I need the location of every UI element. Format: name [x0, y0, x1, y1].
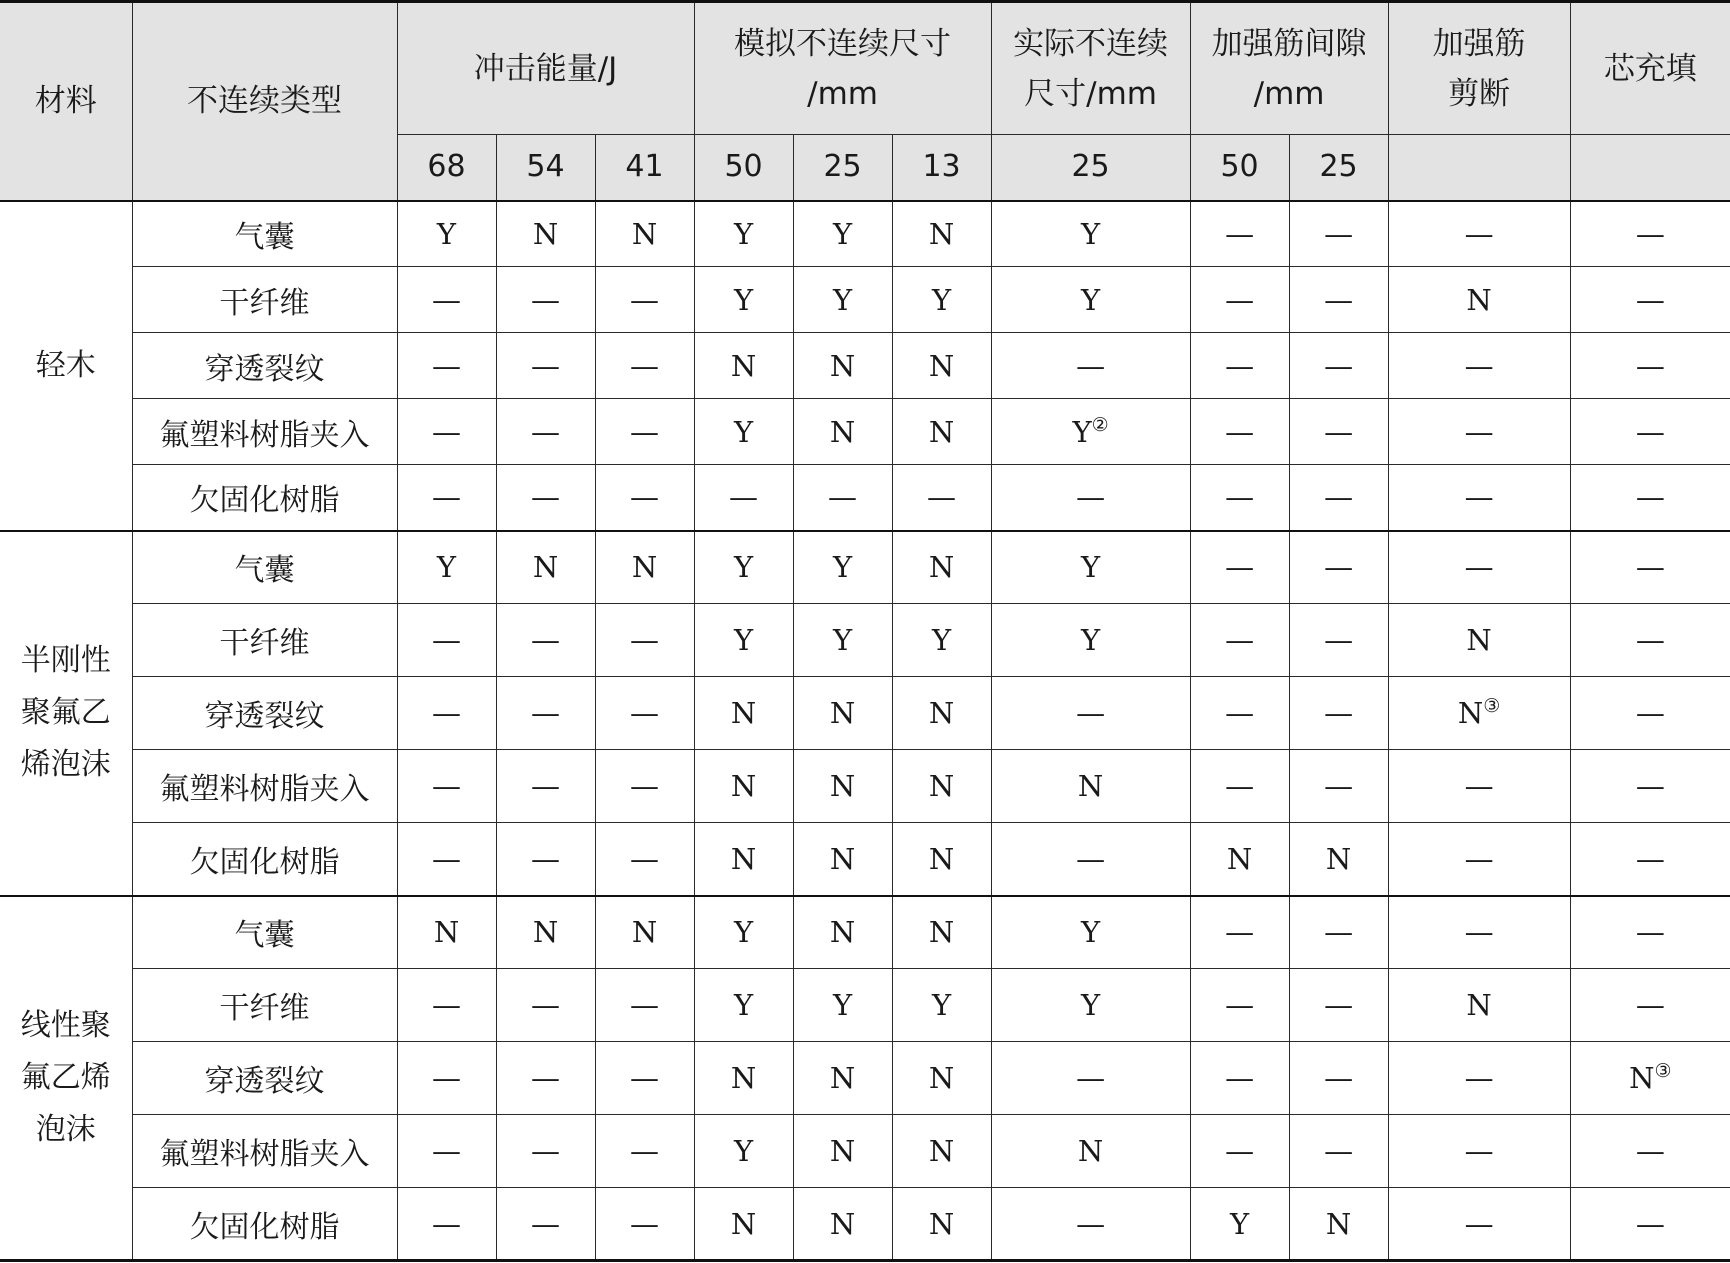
table-row [0, 531, 1730, 604]
value-cell: — [1190, 201, 1289, 267]
value-cell: — [892, 465, 991, 531]
table-row [0, 1115, 1730, 1188]
value-cell: — [397, 465, 496, 531]
table-row [0, 1042, 1730, 1115]
value-cell: — [1289, 604, 1388, 677]
table-row [0, 604, 1730, 677]
subheader-cell: 68 [397, 135, 496, 201]
value-cell: N [496, 896, 595, 969]
value-cell: — [991, 465, 1190, 531]
value-cell: N [892, 201, 991, 267]
value-cell: Y [793, 969, 892, 1042]
value-cell: — [1388, 465, 1570, 531]
value-cell: N [694, 333, 793, 399]
value-cell: Y [1190, 1188, 1289, 1261]
value-cell: — [1289, 531, 1388, 604]
value-cell: N③ [1388, 677, 1570, 750]
value-cell: N [793, 1188, 892, 1261]
header-rib-shear-label: 加强筋 剪断 [1432, 25, 1526, 112]
value-cell: — [1570, 750, 1730, 823]
subheader-cell: 13 [892, 135, 991, 201]
value-cell: — [595, 399, 694, 465]
value-cell: N [793, 333, 892, 399]
value-cell: Y [793, 531, 892, 604]
type-cell: 欠固化树脂 [132, 823, 397, 896]
value-cell: — [1388, 1188, 1570, 1261]
value-cell: N [1388, 604, 1570, 677]
value-cell: — [793, 465, 892, 531]
value-cell: — [1388, 823, 1570, 896]
table-row [0, 969, 1730, 1042]
value-cell: — [496, 1188, 595, 1261]
value-cell: N [892, 399, 991, 465]
value-cell: — [1289, 896, 1388, 969]
value-cell: — [1570, 823, 1730, 896]
value-cell: N [496, 531, 595, 604]
subheader-cell [1570, 135, 1730, 201]
value-cell: — [496, 969, 595, 1042]
value-cell: — [496, 267, 595, 333]
value-cell: N [793, 677, 892, 750]
value-cell: N [793, 1042, 892, 1115]
header-type [132, 2, 397, 201]
value-cell: N [595, 896, 694, 969]
value-cell: N [694, 677, 793, 750]
value-cell: — [595, 677, 694, 750]
subheader-cell: 25 [793, 135, 892, 201]
value-cell: Y [892, 267, 991, 333]
value-cell: N [694, 750, 793, 823]
value-cell: — [1190, 896, 1289, 969]
value-cell: Y [694, 399, 793, 465]
value-cell: N [793, 1115, 892, 1188]
value-cell: N [892, 750, 991, 823]
value-cell: Y [694, 201, 793, 267]
value-cell: — [496, 1042, 595, 1115]
value-cell: — [397, 750, 496, 823]
value-cell: — [991, 333, 1190, 399]
value-cell: — [496, 1115, 595, 1188]
value-cell: Y [793, 201, 892, 267]
header-rib-shear [1388, 2, 1570, 135]
value-cell: N [892, 1042, 991, 1115]
value-cell: — [1289, 750, 1388, 823]
value-cell: Y [991, 604, 1190, 677]
value-cell: — [1190, 399, 1289, 465]
value-cell: Y [991, 531, 1190, 604]
value-cell: N [892, 823, 991, 896]
value-cell: — [1388, 201, 1570, 267]
value-cell: — [991, 1188, 1190, 1261]
header-simulated-label: 模拟不连续尺寸 /mm [734, 25, 952, 112]
header-rib-gap [1190, 2, 1388, 135]
value-cell: — [1388, 1115, 1570, 1188]
value-cell: — [1289, 677, 1388, 750]
value-cell: — [694, 465, 793, 531]
value-cell: — [496, 823, 595, 896]
subheader-cell: 41 [595, 135, 694, 201]
table-row [0, 750, 1730, 823]
header-type-label: 不连续类型 [187, 83, 342, 120]
value-cell: — [595, 823, 694, 896]
header-material-label: 材料 [34, 83, 97, 120]
value-cell: — [1190, 267, 1289, 333]
header-core-fill [1570, 2, 1730, 135]
header-impact-label: 冲击能量/J [473, 50, 618, 87]
value-cell: — [397, 823, 496, 896]
header-material [0, 2, 132, 201]
value-cell: — [496, 604, 595, 677]
table-row [0, 1188, 1730, 1261]
type-cell: 氟塑料树脂夹入 [132, 750, 397, 823]
type-cell: 干纤维 [132, 267, 397, 333]
value-cell: — [1289, 969, 1388, 1042]
header-actual-label: 实际不连续 尺寸/mm [1013, 25, 1169, 112]
value-cell: N [397, 896, 496, 969]
group-linear-foam [0, 896, 1730, 1261]
type-cell: 干纤维 [132, 604, 397, 677]
value-cell: — [1570, 969, 1730, 1042]
value-cell: — [1388, 399, 1570, 465]
value-cell: — [1570, 531, 1730, 604]
subheader-cell: 54 [496, 135, 595, 201]
type-cell: 氟塑料树脂夹入 [132, 1115, 397, 1188]
value-cell: Y [397, 531, 496, 604]
value-cell: — [1570, 465, 1730, 531]
value-cell: N [1190, 823, 1289, 896]
value-cell: — [496, 333, 595, 399]
material-cell: 半刚性 聚氟乙 烯泡沫 [0, 531, 132, 896]
value-cell: — [397, 267, 496, 333]
value-cell: — [1190, 604, 1289, 677]
value-cell: — [1570, 399, 1730, 465]
value-cell: N [892, 1188, 991, 1261]
value-cell: — [595, 1042, 694, 1115]
value-cell: — [1289, 399, 1388, 465]
value-cell: — [496, 399, 595, 465]
value-cell: N③ [1570, 1042, 1730, 1115]
value-cell: Y [694, 969, 793, 1042]
value-cell: N [892, 531, 991, 604]
value-cell: — [595, 750, 694, 823]
value-cell: — [1570, 1188, 1730, 1261]
value-cell: — [1388, 896, 1570, 969]
value-cell: — [1570, 896, 1730, 969]
value-cell: — [1190, 677, 1289, 750]
type-cell: 穿透裂纹 [132, 677, 397, 750]
value-cell: Y [793, 267, 892, 333]
value-cell: — [595, 1115, 694, 1188]
value-cell: N [1289, 1188, 1388, 1261]
header-rib-gap-label: 加强筋间隙 /mm [1211, 25, 1367, 112]
value-cell: — [1289, 333, 1388, 399]
value-cell: — [397, 1042, 496, 1115]
value-cell: — [1190, 1042, 1289, 1115]
subheader-cell: 50 [1190, 135, 1289, 201]
group-semi-rigid-foam [0, 531, 1730, 896]
value-cell: — [1388, 531, 1570, 604]
value-cell: — [595, 333, 694, 399]
value-cell: Y [694, 604, 793, 677]
value-cell: Y [397, 201, 496, 267]
value-cell: — [1570, 604, 1730, 677]
value-cell: — [1190, 750, 1289, 823]
value-cell: — [1570, 201, 1730, 267]
subheader-cell [1388, 135, 1570, 201]
value-cell: Y [694, 531, 793, 604]
value-cell: — [397, 399, 496, 465]
subheader-cell: 25 [1289, 135, 1388, 201]
value-cell: N [694, 1042, 793, 1115]
type-cell: 气囊 [132, 531, 397, 604]
header-simulated [694, 2, 991, 135]
value-cell: — [595, 465, 694, 531]
material-cell: 轻木 [0, 201, 132, 531]
table-row [0, 823, 1730, 896]
value-cell: — [1388, 750, 1570, 823]
value-cell: Y [694, 896, 793, 969]
value-cell: — [595, 267, 694, 333]
value-cell: — [1289, 1042, 1388, 1115]
value-cell: N [496, 201, 595, 267]
value-cell: Y [694, 1115, 793, 1188]
value-cell: — [496, 750, 595, 823]
value-cell: — [595, 604, 694, 677]
value-cell: N [1388, 267, 1570, 333]
type-cell: 干纤维 [132, 969, 397, 1042]
material-cell: 线性聚 氟乙烯 泡沫 [0, 896, 132, 1261]
value-cell: N [694, 1188, 793, 1261]
value-cell: — [1190, 1115, 1289, 1188]
header-impact [397, 2, 694, 135]
value-cell: N [892, 1115, 991, 1188]
table-header [0, 2, 1730, 201]
value-cell: N [892, 333, 991, 399]
value-cell: N [793, 399, 892, 465]
value-cell: — [1570, 267, 1730, 333]
value-cell: Y② [991, 399, 1190, 465]
value-cell: — [1289, 201, 1388, 267]
value-cell: — [1570, 677, 1730, 750]
value-cell: — [397, 1188, 496, 1261]
subheader-cell: 50 [694, 135, 793, 201]
table-row [0, 677, 1730, 750]
value-cell: — [595, 969, 694, 1042]
value-cell: — [991, 677, 1190, 750]
value-cell: N [595, 531, 694, 604]
value-cell: — [1388, 1042, 1570, 1115]
value-cell: Y [694, 267, 793, 333]
value-cell: Y [892, 604, 991, 677]
value-cell: N [1289, 823, 1388, 896]
type-cell: 氟塑料树脂夹入 [132, 399, 397, 465]
value-cell: — [1570, 333, 1730, 399]
value-cell: Y [991, 896, 1190, 969]
value-cell: — [397, 677, 496, 750]
value-cell: N [793, 823, 892, 896]
value-cell: — [1190, 531, 1289, 604]
value-cell: — [991, 1042, 1190, 1115]
table-row [0, 896, 1730, 969]
table-row [0, 201, 1730, 267]
value-cell: N [793, 750, 892, 823]
value-cell: Y [991, 969, 1190, 1042]
value-cell: — [397, 604, 496, 677]
value-cell: — [991, 823, 1190, 896]
type-cell: 穿透裂纹 [132, 333, 397, 399]
type-cell: 欠固化树脂 [132, 465, 397, 531]
value-cell: N [694, 823, 793, 896]
value-cell: — [397, 969, 496, 1042]
value-cell: N [892, 896, 991, 969]
table-row [0, 465, 1730, 531]
value-cell: Y [991, 267, 1190, 333]
header-core-fill-label: 芯充填 [1603, 50, 1697, 87]
value-cell: N [1388, 969, 1570, 1042]
value-cell: N [793, 896, 892, 969]
value-cell: — [397, 1115, 496, 1188]
value-cell: — [1289, 267, 1388, 333]
value-cell: — [1289, 1115, 1388, 1188]
type-cell: 气囊 [132, 201, 397, 267]
value-cell: Y [892, 969, 991, 1042]
value-cell: — [595, 1188, 694, 1261]
value-cell: — [1289, 465, 1388, 531]
value-cell: — [397, 333, 496, 399]
value-cell: Y [793, 604, 892, 677]
value-cell: — [496, 677, 595, 750]
header-actual [991, 2, 1190, 135]
value-cell: N [991, 1115, 1190, 1188]
value-cell: — [1190, 969, 1289, 1042]
value-cell: Y [991, 201, 1190, 267]
table-row [0, 333, 1730, 399]
value-cell: — [1190, 465, 1289, 531]
type-cell: 穿透裂纹 [132, 1042, 397, 1115]
type-cell: 欠固化树脂 [132, 1188, 397, 1261]
value-cell: N [595, 201, 694, 267]
value-cell: — [1388, 333, 1570, 399]
type-cell: 气囊 [132, 896, 397, 969]
value-cell: — [1570, 1115, 1730, 1188]
value-cell: N [892, 677, 991, 750]
value-cell: — [1190, 333, 1289, 399]
group-balsa [0, 201, 1730, 531]
table-row [0, 399, 1730, 465]
table-row [0, 267, 1730, 333]
subheader-cell: 25 [991, 135, 1190, 201]
value-cell: N [991, 750, 1190, 823]
value-cell: — [496, 465, 595, 531]
